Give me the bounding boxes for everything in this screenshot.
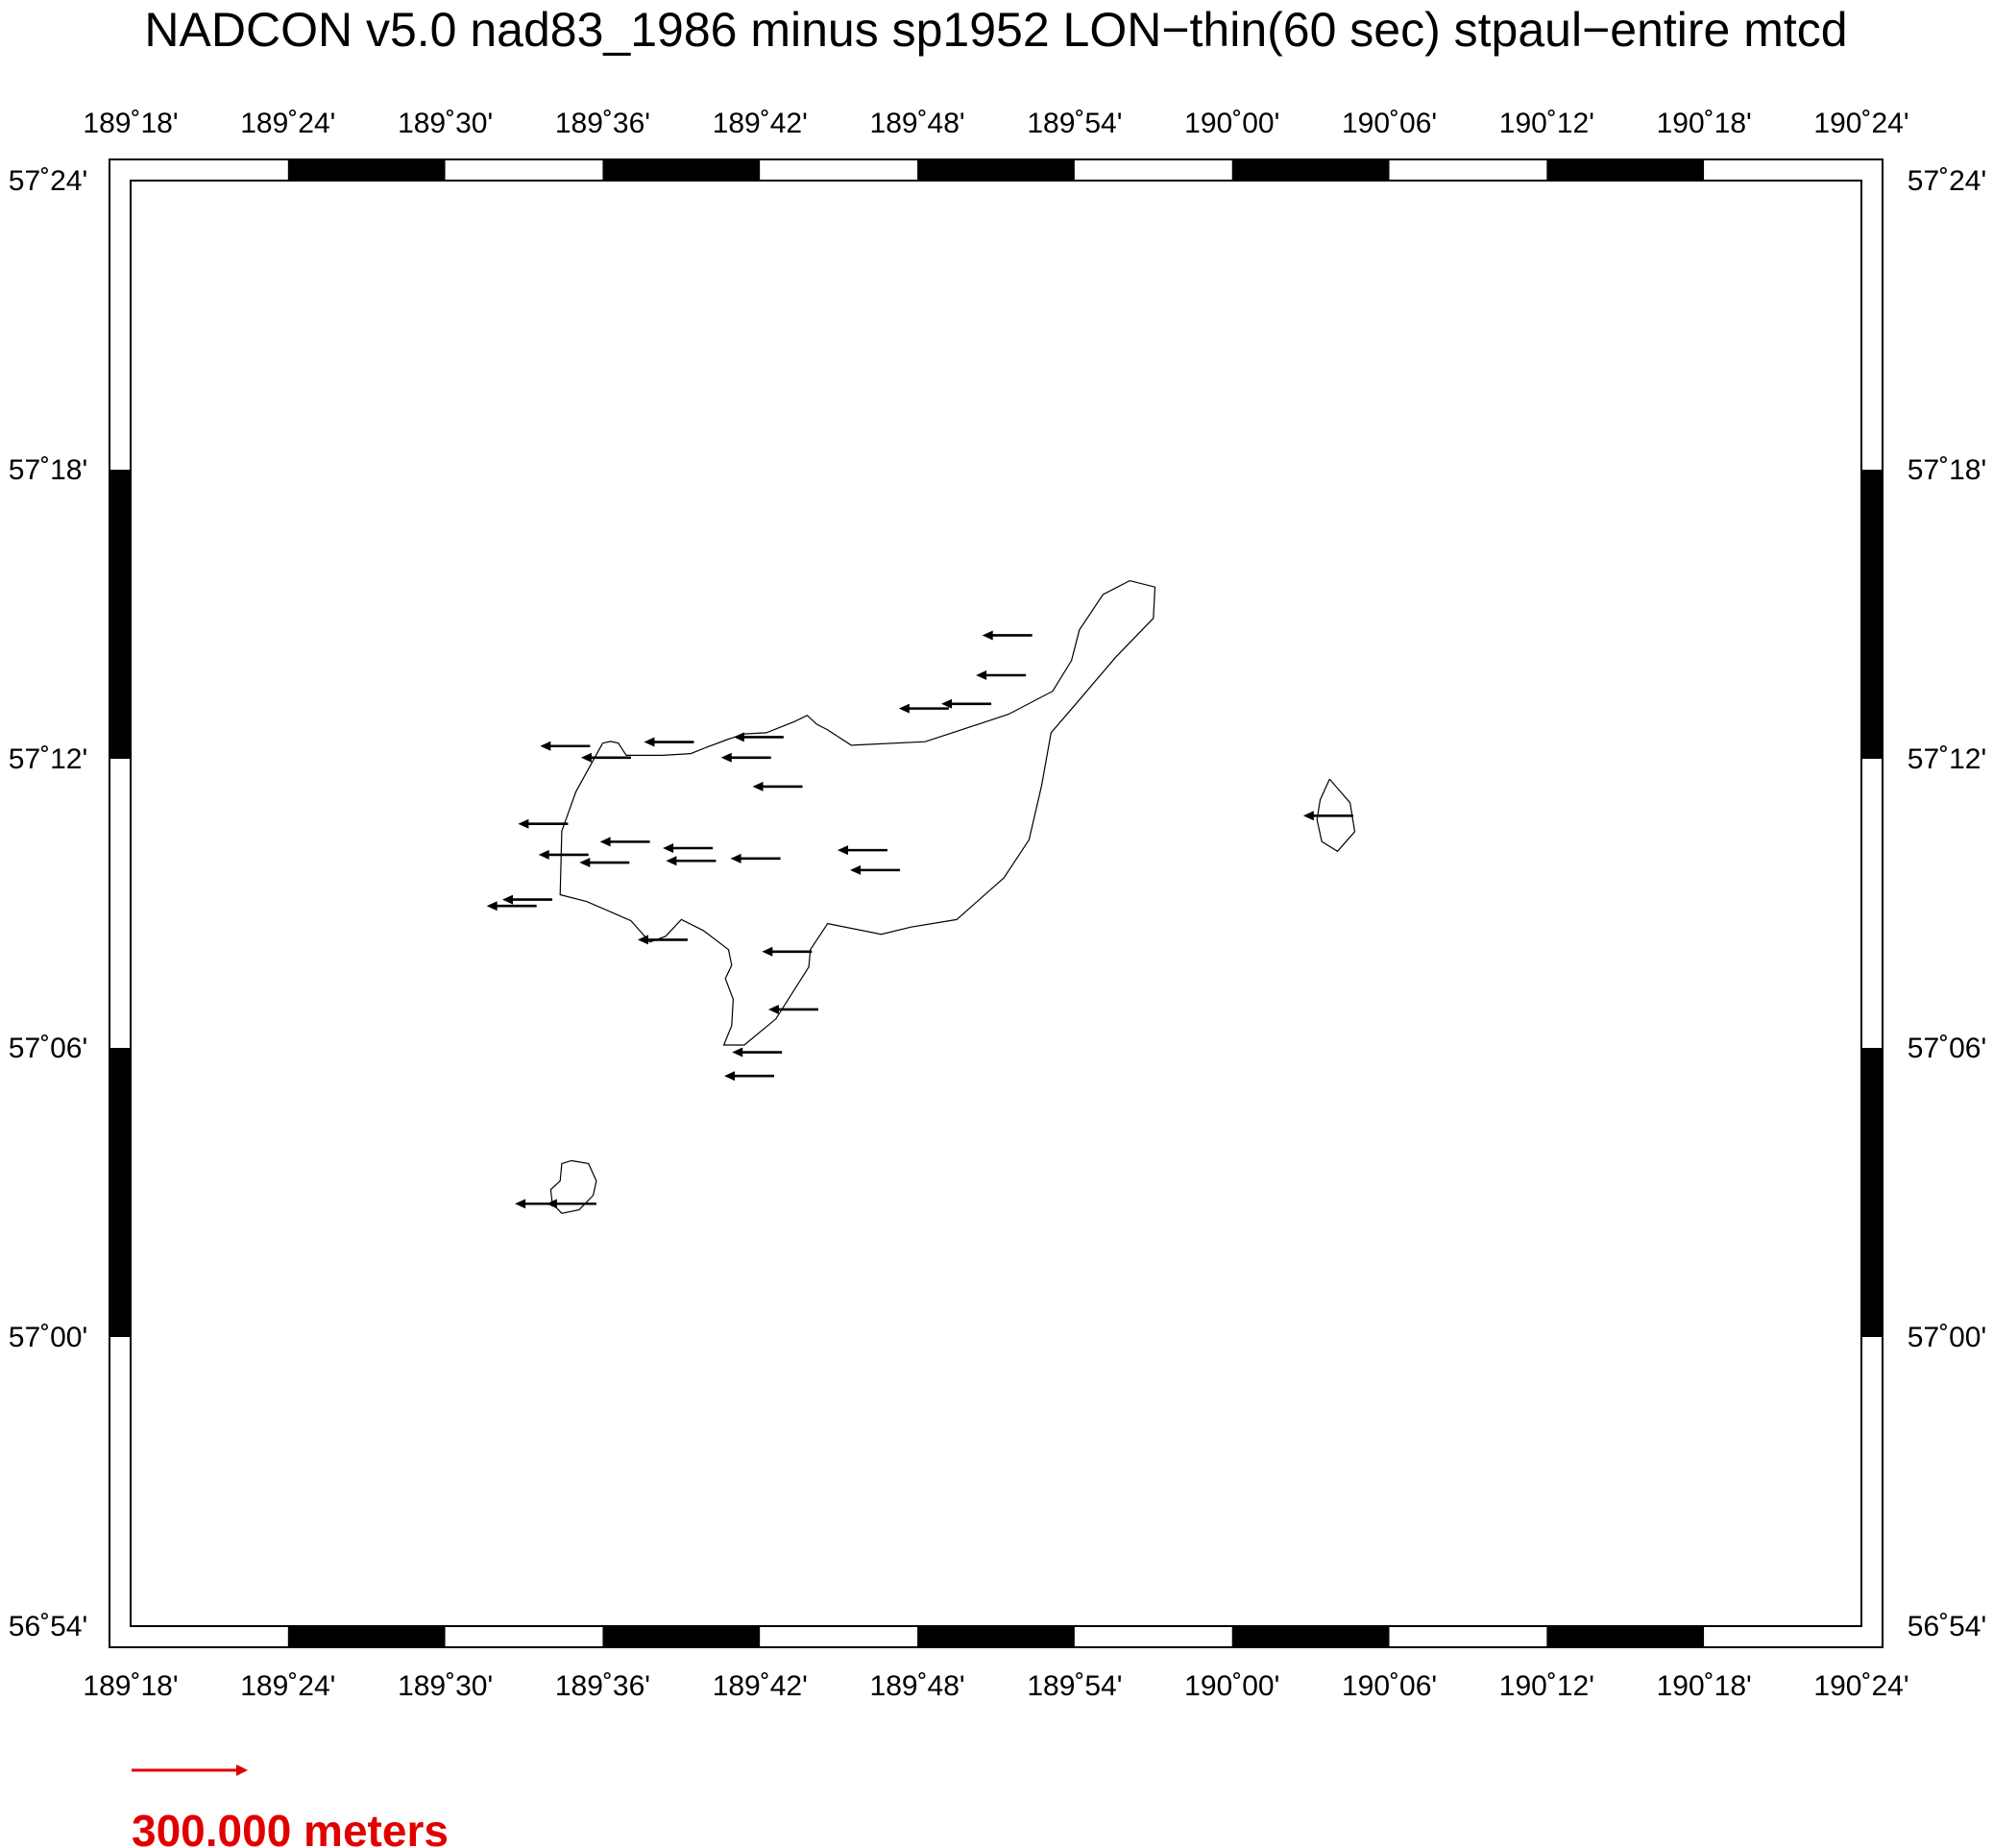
shift-vector: [941, 699, 991, 709]
shift-vector: [644, 738, 693, 747]
shift-vector: [762, 947, 812, 957]
shift-vector: [502, 895, 552, 905]
frame-segment-top: [1390, 159, 1547, 181]
shift-vector: [768, 1005, 818, 1014]
frame-segment-right: [1861, 759, 1883, 1048]
shift-vector: [899, 704, 949, 714]
shift-vector: [753, 782, 803, 791]
frame-segment-right: [1861, 470, 1883, 759]
frame-segment-bottom: [917, 1626, 1075, 1647]
island-coastline: [560, 581, 1154, 1045]
frame-segment-bottom: [131, 1626, 288, 1647]
shift-vector: [638, 935, 688, 944]
lon-tick-label-top: 189˚30': [398, 108, 494, 139]
frame-segment-top: [288, 159, 446, 181]
lon-tick-label-bottom: 190˚00': [1184, 1670, 1280, 1702]
lat-tick-label-left: 57˚12': [8, 743, 88, 775]
lon-tick-label-top: 190˚00': [1184, 108, 1280, 139]
frame-segment-top: [446, 159, 603, 181]
frame-segment-bottom: [1704, 1626, 1861, 1647]
shift-vector: [518, 819, 568, 829]
frame-segment-bottom: [1075, 1626, 1232, 1647]
frame-segment-right: [1861, 1337, 1883, 1626]
frame-segment-top: [602, 159, 760, 181]
shift-vector: [976, 670, 1026, 680]
map-title: NADCON v5.0 nad83_1986 minus sp1952 LON−thin(60 sec) stpaul−entire mtcd: [144, 3, 1848, 57]
map-frame: [109, 159, 1883, 1647]
lon-tick-label-top: 189˚36': [554, 108, 651, 139]
frame-segment-top: [1704, 159, 1861, 181]
lon-tick-label-top: 189˚18': [83, 108, 179, 139]
frame-segment-left: [109, 1337, 131, 1626]
frame-segment-left: [109, 759, 131, 1048]
lon-tick-label-top: 190˚06': [1341, 108, 1438, 139]
frame-segment-bottom: [1232, 1626, 1390, 1647]
lon-tick-label-bottom: 189˚48': [869, 1670, 965, 1702]
shift-vector: [734, 732, 784, 742]
frame-segment-left: [109, 1048, 131, 1337]
lat-tick-label-left: 57˚00': [8, 1322, 88, 1353]
frame-segment-top: [760, 159, 917, 181]
lon-tick-label-bottom: 189˚30': [398, 1670, 494, 1702]
lat-tick-label-left: 57˚18': [8, 454, 88, 486]
shift-vector: [724, 1071, 774, 1081]
lon-tick-label-top: 189˚42': [712, 108, 808, 139]
lat-tick-label-right: 57˚00': [1907, 1322, 1987, 1353]
frame-outer-border: [109, 159, 1883, 1647]
lon-tick-label-top: 189˚48': [869, 108, 965, 139]
lon-tick-label-top: 189˚54': [1027, 108, 1123, 139]
frame-segment-bottom: [602, 1626, 760, 1647]
frame-segment-bottom: [446, 1626, 603, 1647]
lat-tick-label-right: 57˚18': [1907, 454, 1987, 486]
lat-tick-label-right: 57˚24': [1907, 165, 1987, 197]
shift-vector: [850, 865, 900, 875]
lon-tick-label-top: 190˚18': [1656, 108, 1752, 139]
frame-inner-border: [131, 181, 1861, 1626]
shift-vector: [579, 858, 629, 867]
shift-vector: [666, 856, 716, 865]
lon-tick-label-bottom: 189˚24': [240, 1670, 336, 1702]
lat-tick-label-right: 57˚12': [1907, 743, 1987, 775]
frame-segment-bottom: [1390, 1626, 1547, 1647]
shift-vector: [732, 1048, 782, 1058]
frame-segment-top: [917, 159, 1075, 181]
lon-tick-label-bottom: 189˚42': [712, 1670, 808, 1702]
shift-vector: [663, 843, 713, 853]
scale-label: 300.000 meters: [132, 1806, 449, 1848]
frame-segment-bottom: [288, 1626, 446, 1647]
frame-segment-top: [1232, 159, 1390, 181]
scale-arrow-head: [236, 1764, 248, 1776]
shift-vector: [1303, 811, 1353, 820]
shift-vector: [540, 742, 590, 751]
coastline-layer: [550, 581, 1354, 1214]
frame-segment-top: [1546, 159, 1704, 181]
shift-vector: [539, 850, 589, 860]
lat-tick-label-left: 56˚54': [8, 1611, 88, 1642]
shift-vector: [983, 630, 1033, 640]
shift-vector: [731, 854, 781, 863]
frame-segment-bottom: [760, 1626, 917, 1647]
shift-vector-layer: [487, 630, 1353, 1208]
shift-vector: [581, 753, 631, 763]
shift-vector: [721, 753, 771, 763]
lon-tick-label-bottom: 190˚18': [1656, 1670, 1752, 1702]
frame-segment-bottom: [1546, 1626, 1704, 1647]
shift-vector: [838, 845, 887, 855]
lon-tick-label-top: 190˚12': [1498, 108, 1594, 139]
lat-tick-label-right: 56˚54': [1907, 1611, 1987, 1642]
lon-tick-label-top: 190˚24': [1813, 108, 1909, 139]
frame-segment-left: [109, 181, 131, 470]
lon-tick-label-bottom: 189˚54': [1027, 1670, 1123, 1702]
frame-segment-right: [1861, 1048, 1883, 1337]
lon-tick-label-bottom: 190˚12': [1498, 1670, 1594, 1702]
frame-segment-right: [1861, 181, 1883, 470]
lon-tick-label-bottom: 189˚36': [554, 1670, 651, 1702]
lon-tick-label-bottom: 189˚18': [83, 1670, 179, 1702]
island-coastline: [550, 1160, 596, 1213]
tick-label-layer: [9, 108, 1986, 1702]
lat-tick-label-right: 57˚06': [1907, 1033, 1987, 1064]
scale-legend: [132, 1764, 449, 1848]
lon-tick-label-bottom: 190˚24': [1813, 1670, 1909, 1702]
lon-tick-label-top: 189˚24': [240, 108, 336, 139]
frame-segment-top: [131, 159, 288, 181]
frame-segment-top: [1075, 159, 1232, 181]
shift-vector: [600, 837, 650, 846]
lat-tick-label-left: 57˚06': [8, 1033, 88, 1064]
frame-segment-left: [109, 470, 131, 759]
lon-tick-label-bottom: 190˚06': [1341, 1670, 1438, 1702]
lat-tick-label-left: 57˚24': [8, 165, 88, 197]
